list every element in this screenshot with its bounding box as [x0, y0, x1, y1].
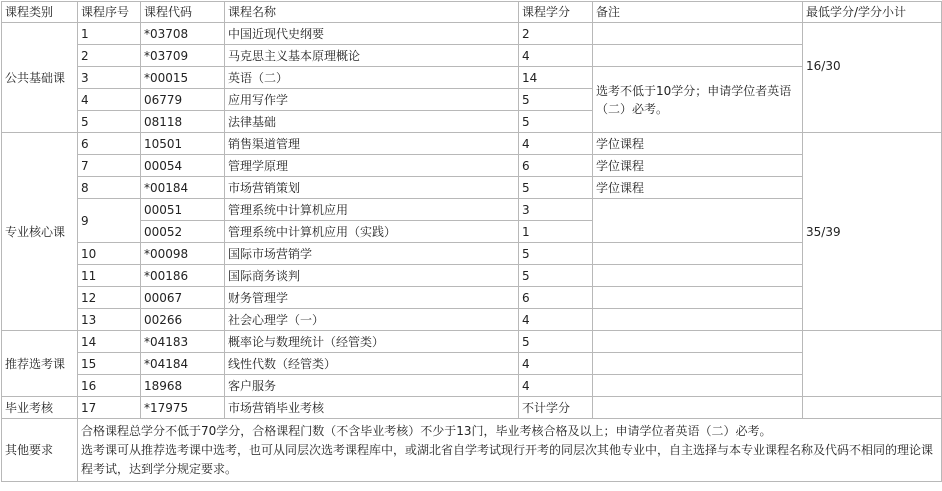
table-row [2, 287, 942, 309]
credit-cell: 1 [519, 221, 593, 243]
course-name-cell: 管理学原理 [225, 155, 519, 177]
table-row [2, 265, 942, 287]
seq-cell: 6 [78, 133, 141, 155]
other-requirements-cell [78, 419, 942, 482]
course-name-cell: 国际商务谈判 [225, 265, 519, 287]
credit-cell: 5 [519, 111, 593, 133]
credit-cell: 5 [519, 89, 593, 111]
seq-cell: 15 [78, 353, 141, 375]
seq-cell: 2 [78, 45, 141, 67]
course-name-cell: 法律基础 [225, 111, 519, 133]
table-row [2, 23, 942, 45]
requirement-line-2: 选考课可从推荐选考课中选考，也可从同层次选考课程库中，或湖北省自学考试现行开考的同层次其他专业中，自主选择与本专业课程名称及代码不相同的理论课程考试，达到学分规定要求。 [81, 442, 934, 476]
header-cell: 课程类别 [2, 2, 78, 23]
header-row [2, 2, 942, 23]
course-plan-table [1, 1, 942, 482]
seq-cell: 12 [78, 287, 141, 309]
header-cell: 最低学分/学分小计 [803, 2, 942, 23]
header-cell: 课程名称 [225, 2, 519, 23]
category-cell: 公共基础课 [2, 23, 78, 133]
remark-cell [593, 353, 803, 375]
code-cell: 18968 [141, 375, 225, 397]
course-name-cell: 线性代数（经管类） [225, 353, 519, 375]
remark-cell [593, 243, 803, 265]
table-row [2, 375, 942, 397]
code-cell: *00186 [141, 265, 225, 287]
course-name-cell: 客户服务 [225, 375, 519, 397]
code-cell: *00098 [141, 243, 225, 265]
credit-cell: 3 [519, 199, 593, 221]
course-name-cell: 市场营销毕业考核 [225, 397, 519, 419]
remark-cell: 学位课程 [593, 155, 803, 177]
credit-cell: 6 [519, 287, 593, 309]
code-cell: *00184 [141, 177, 225, 199]
code-cell: *04184 [141, 353, 225, 375]
table-row [2, 397, 942, 419]
remark-cell [593, 375, 803, 397]
seq-cell: 11 [78, 265, 141, 287]
table-row [2, 133, 942, 155]
category-cell: 推荐选考课 [2, 331, 78, 397]
code-cell: *03708 [141, 23, 225, 45]
credit-cell: 4 [519, 375, 593, 397]
code-cell: 00067 [141, 287, 225, 309]
table-row [2, 243, 942, 265]
course-name-cell: 中国近现代史纲要 [225, 23, 519, 45]
course-name-cell: 财务管理学 [225, 287, 519, 309]
remark-cell [593, 45, 803, 67]
remark-cell [593, 331, 803, 353]
table-row [2, 67, 942, 89]
seq-cell: 3 [78, 67, 141, 89]
category-cell: 其他要求 [2, 419, 78, 482]
course-name-cell: 应用写作学 [225, 89, 519, 111]
table-row [2, 155, 942, 177]
category-cell: 专业核心课 [2, 133, 78, 331]
subtotal-cell [803, 397, 942, 419]
header-cell: 备注 [593, 2, 803, 23]
seq-cell: 13 [78, 309, 141, 331]
code-cell: *17975 [141, 397, 225, 419]
credit-cell: 6 [519, 155, 593, 177]
code-cell: 06779 [141, 89, 225, 111]
seq-cell: 5 [78, 111, 141, 133]
subtotal-value: 16/30 [806, 58, 841, 73]
course-name-cell: 马克思主义基本原理概论 [225, 45, 519, 67]
credit-cell: 4 [519, 133, 593, 155]
code-cell: 00266 [141, 309, 225, 331]
seq-cell: 14 [78, 331, 141, 353]
credit-cell: 5 [519, 331, 593, 353]
remark-cell [593, 397, 803, 419]
code-cell: 00052 [141, 221, 225, 243]
course-name-cell: 管理系统中计算机应用（实践） [225, 221, 519, 243]
code-cell: 08118 [141, 111, 225, 133]
table-row [2, 45, 942, 67]
remark-cell: 学位课程 [593, 133, 803, 155]
table-row [2, 309, 942, 331]
course-name-cell: 社会心理学（一） [225, 309, 519, 331]
table-row [2, 177, 942, 199]
seq-cell: 9 [78, 199, 141, 243]
header-cell: 课程代码 [141, 2, 225, 23]
table-row [2, 331, 942, 353]
credit-cell: 4 [519, 45, 593, 67]
seq-cell: 16 [78, 375, 141, 397]
credit-cell: 14 [519, 67, 593, 89]
subtotal-cell [803, 23, 942, 133]
seq-cell: 17 [78, 397, 141, 419]
code-cell: 10501 [141, 133, 225, 155]
course-name-cell: 英语（二） [225, 67, 519, 89]
credit-cell: 5 [519, 243, 593, 265]
remark-cell: 学位课程 [593, 177, 803, 199]
course-name-cell: 国际市场营销学 [225, 243, 519, 265]
course-name-cell: 销售渠道管理 [225, 133, 519, 155]
seq-cell: 7 [78, 155, 141, 177]
other-requirements-row [2, 419, 942, 482]
seq-cell: 10 [78, 243, 141, 265]
credit-cell: 2 [519, 23, 593, 45]
credit-cell: 5 [519, 177, 593, 199]
credit-cell: 不计学分 [519, 397, 593, 419]
table-row [2, 353, 942, 375]
table-row [2, 199, 942, 221]
header-cell: 课程学分 [519, 2, 593, 23]
subtotal-cell: 35/39 [803, 133, 942, 331]
requirement-line-1: 合格课程总学分不低于70学分，合格课程门数（不含毕业考核）不少于13门，毕业考核合格及以上；申请学位者英语（二）必考。 [81, 423, 772, 438]
code-cell: *00015 [141, 67, 225, 89]
remark-cell [593, 265, 803, 287]
credit-cell: 4 [519, 309, 593, 331]
seq-cell: 4 [78, 89, 141, 111]
remark-cell [593, 309, 803, 331]
course-name-cell: 市场营销策划 [225, 177, 519, 199]
header-cell: 课程序号 [78, 2, 141, 23]
credit-cell: 5 [519, 265, 593, 287]
subtotal-cell [803, 331, 942, 397]
remark-cell [593, 199, 803, 243]
code-cell: 00054 [141, 155, 225, 177]
code-cell: 00051 [141, 199, 225, 221]
seq-cell: 8 [78, 177, 141, 199]
credit-cell: 4 [519, 353, 593, 375]
code-cell: *03709 [141, 45, 225, 67]
course-name-cell: 管理系统中计算机应用 [225, 199, 519, 221]
remark-cell [593, 23, 803, 45]
seq-cell: 1 [78, 23, 141, 45]
public-remark-cell: 选考不低于10学分；申请学位者英语（二）必考。 [593, 67, 803, 133]
remark-cell [593, 287, 803, 309]
course-name-cell: 概率论与数理统计（经管类） [225, 331, 519, 353]
code-cell: *04183 [141, 331, 225, 353]
category-cell: 毕业考核 [2, 397, 78, 419]
